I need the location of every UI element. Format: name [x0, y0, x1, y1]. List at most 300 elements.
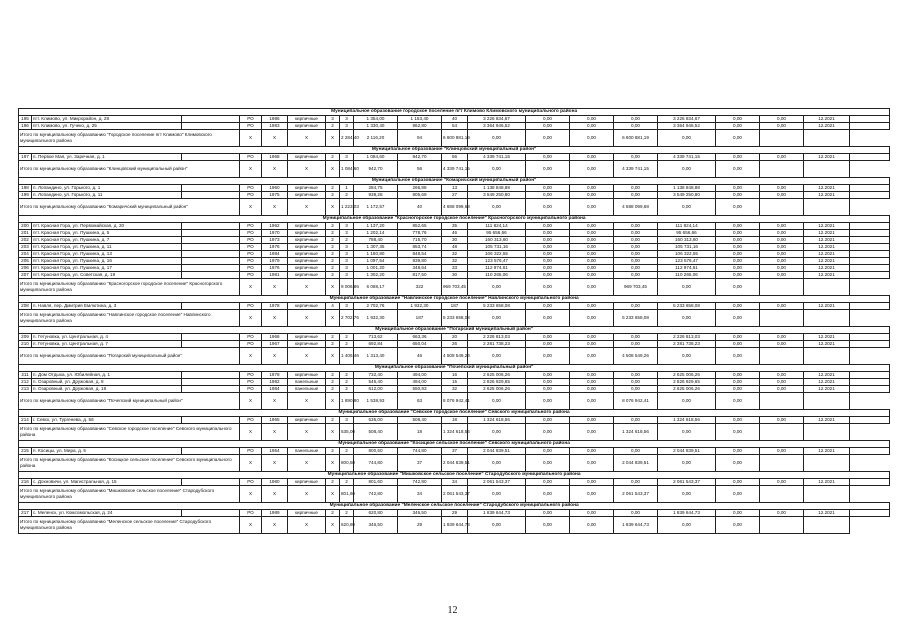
row-number: 204: [19, 251, 32, 258]
value-cell: 1 324 618,56: [658, 417, 716, 424]
completion-date: 12.2021: [804, 272, 850, 279]
blank-cell: [760, 130, 804, 147]
total-value: 620,80: [340, 517, 354, 534]
x-mark: Х: [240, 393, 262, 410]
blank-cell: [182, 341, 240, 348]
section-title: Муниципальное образование городское поселение пгт Климово Климовского муниципального района: [19, 109, 890, 116]
completion-date: 12.2021: [804, 479, 850, 486]
value-cell: 110 265,06: [658, 272, 716, 279]
value-cell: 1 324 618,56: [468, 417, 526, 424]
year-built: 1968: [262, 154, 288, 161]
x-mark: Х: [288, 393, 326, 410]
value-cell: 0,00: [526, 185, 570, 192]
total-value: 4 688 099,68: [614, 199, 658, 216]
value-cell: 1 084,60: [354, 154, 398, 161]
blank-cell: [760, 486, 804, 503]
value-cell: 0,00: [570, 237, 614, 244]
entrances: 2: [340, 448, 354, 455]
table-row: [19, 251, 890, 258]
total-value: 5 233 658,08: [442, 310, 468, 327]
value-cell: 1 302,20: [354, 272, 398, 279]
x-mark: Х: [288, 199, 326, 216]
program-code: РО: [240, 116, 262, 123]
blank-cell: [760, 455, 804, 472]
value-cell: 0,00: [526, 123, 570, 130]
section-title: Муниципальное образование "Косицкое сельское поселение" Севского муниципального района: [19, 441, 890, 448]
table-row: [19, 237, 890, 244]
blank-cell: [804, 393, 850, 410]
entrances: 3: [340, 123, 354, 130]
blank-cell: [182, 237, 240, 244]
total-value: 4 508 549,26: [442, 348, 468, 365]
entrances: 3: [340, 303, 354, 310]
total-value: 0,00: [658, 279, 716, 296]
total-value: 0,00: [716, 486, 760, 503]
value-cell: 0,00: [614, 372, 658, 379]
table-row: [19, 372, 890, 379]
blank-cell: [760, 199, 804, 216]
value-cell: 0,00: [526, 448, 570, 455]
value-cell: 0,00: [526, 334, 570, 341]
row-number: 214: [19, 417, 32, 424]
blank-cell: [850, 386, 890, 393]
value-cell: 2 625 006,26: [468, 372, 526, 379]
total-value: 0,00: [468, 161, 526, 178]
value-cell: 0,00: [760, 303, 804, 310]
program-code: РО: [240, 185, 262, 192]
value-cell: 0,00: [716, 123, 760, 130]
value-cell: 4 339 741,15: [658, 154, 716, 161]
table-row: [19, 258, 890, 265]
value-cell: 0,00: [716, 244, 760, 251]
value-cell: 905,69: [398, 192, 442, 199]
total-label: Итого по муниципальному образованию "Почепский муниципальный район": [19, 393, 240, 410]
wall-material: кирпичные: [288, 258, 326, 265]
row-number: 199: [19, 192, 32, 199]
program-code: РО: [240, 192, 262, 199]
total-label: Итого по муниципальному образованию "Красногорское городское поселение" Красногорского муниципального района: [19, 279, 240, 296]
value-cell: 106 322,55: [658, 251, 716, 258]
total-value: 94: [398, 130, 442, 147]
year-built: 1984: [262, 251, 288, 258]
floors: 2: [326, 185, 340, 192]
x-mark: Х: [240, 348, 262, 365]
x-mark: Х: [262, 455, 288, 472]
address: г. Севск, ул. Тургенева, д. 56: [32, 417, 182, 424]
blank-cell: [182, 223, 240, 230]
value-cell: 48: [442, 244, 468, 251]
value-cell: 0,00: [570, 223, 614, 230]
table-row: [19, 265, 890, 272]
value-cell: 778,76: [398, 230, 442, 237]
row-number: 195: [19, 116, 32, 123]
value-cell: 110 265,06: [468, 272, 526, 279]
entrances: 2: [340, 334, 354, 341]
value-cell: 0,00: [716, 265, 760, 272]
address: п. Навля, пер. Дмитрия Емлютина, д. 3: [32, 303, 182, 310]
value-cell: 0,00: [760, 223, 804, 230]
table-row: [19, 341, 890, 348]
total-value: 2 061 543,37: [614, 486, 658, 503]
x-mark: Х: [288, 348, 326, 365]
blank-cell: [760, 517, 804, 534]
total-label: Итого по муниципальному образованию "Севское городское поселение" Севского муниципального района: [19, 424, 240, 441]
total-value: 4 339 741,15: [614, 161, 658, 178]
value-cell: 160 313,60: [468, 237, 526, 244]
total-value: 0,00: [526, 393, 570, 410]
row-number: 212: [19, 379, 32, 386]
value-cell: 2 281 738,23: [468, 341, 526, 348]
x-mark: Х: [326, 161, 340, 178]
total-row: [19, 199, 890, 216]
value-cell: 0,00: [760, 379, 804, 386]
value-cell: 0,00: [760, 192, 804, 199]
blank-cell: [760, 279, 804, 296]
table-row: [19, 223, 890, 230]
value-cell: 0,00: [570, 510, 614, 517]
total-value: 801,60: [340, 486, 354, 503]
total-value: 0,00: [658, 393, 716, 410]
value-cell: 0,00: [614, 223, 658, 230]
total-value: 0,00: [468, 199, 526, 216]
total-value: 0,00: [570, 279, 614, 296]
section-header-row: [19, 441, 890, 448]
value-cell: 0,00: [526, 417, 570, 424]
section-header-row: [19, 109, 890, 116]
value-cell: 0,00: [614, 510, 658, 517]
year-built: 1967: [262, 341, 288, 348]
floors: 2: [326, 244, 340, 251]
completion-date: 12.2021: [804, 379, 850, 386]
blank-cell: [850, 192, 890, 199]
value-cell: 0,00: [614, 154, 658, 161]
blank-cell: [182, 448, 240, 455]
blank-cell: [804, 161, 850, 178]
total-value: 29: [398, 517, 442, 534]
value-cell: 852,65: [398, 223, 442, 230]
value-cell: 0,00: [760, 251, 804, 258]
total-value: 18: [398, 424, 442, 441]
entrances: 2: [340, 192, 354, 199]
blank-cell: [850, 230, 890, 237]
entrances: 3: [340, 258, 354, 265]
value-cell: 5 233 658,08: [658, 303, 716, 310]
x-mark: Х: [240, 517, 262, 534]
total-value: 0,00: [526, 279, 570, 296]
row-number: 196: [19, 123, 32, 130]
value-cell: 0,00: [614, 303, 658, 310]
completion-date: 12.2021: [804, 123, 850, 130]
value-cell: 853,74: [398, 244, 442, 251]
program-code: РО: [240, 379, 262, 386]
value-cell: 0,00: [570, 417, 614, 424]
value-cell: 123 576,47: [468, 258, 526, 265]
program-code: РО: [240, 154, 262, 161]
value-cell: 0,00: [570, 154, 614, 161]
value-cell: 742,80: [398, 479, 442, 486]
total-value: 1 084,60: [340, 161, 354, 178]
value-cell: 0,00: [716, 334, 760, 341]
completion-date: 12.2021: [804, 154, 850, 161]
total-row: [19, 310, 890, 327]
address: пгт. Красная Гора, ул. Пушкина, д. 11: [32, 244, 182, 251]
total-value: 0,00: [570, 310, 614, 327]
total-value: 2 702,76: [340, 310, 354, 327]
total-value: 0,00: [468, 424, 526, 441]
value-cell: 942,70: [398, 154, 442, 161]
x-mark: Х: [288, 310, 326, 327]
wall-material: кирпичные: [288, 265, 326, 272]
program-code: РО: [240, 244, 262, 251]
total-row: [19, 161, 890, 178]
value-cell: 0,00: [760, 230, 804, 237]
blank-cell: [182, 185, 240, 192]
value-cell: 266,88: [398, 185, 442, 192]
value-cell: 1 839 644,73: [468, 510, 526, 517]
value-cell: 56: [442, 154, 468, 161]
table-row: [19, 303, 890, 310]
value-cell: 0,00: [570, 372, 614, 379]
total-value: 2 044 839,51: [442, 455, 468, 472]
table-body: [19, 109, 890, 534]
total-value: 0,00: [570, 486, 614, 503]
value-cell: 15: [442, 379, 468, 386]
value-cell: 0,00: [570, 185, 614, 192]
value-cell: 30: [442, 272, 468, 279]
year-built: 1964: [262, 448, 288, 455]
value-cell: 817,50: [398, 272, 442, 279]
value-cell: 284,75: [354, 185, 398, 192]
entrances: 3: [340, 223, 354, 230]
value-cell: 0,00: [526, 223, 570, 230]
wall-material: кирпичные: [288, 334, 326, 341]
total-value: 1 313,40: [354, 348, 398, 365]
value-cell: 0,00: [614, 265, 658, 272]
blank-cell: [182, 154, 240, 161]
value-cell: 0,00: [570, 251, 614, 258]
x-mark: Х: [326, 310, 340, 327]
blank-cell: [850, 258, 890, 265]
floors: 2: [326, 237, 340, 244]
floors: 3: [326, 116, 340, 123]
value-cell: 0,00: [760, 479, 804, 486]
value-cell: 0,00: [570, 265, 614, 272]
total-value: 6 600 881,19: [614, 130, 658, 147]
address: с. Дохновичи, ул. Магистральная, д. 15: [32, 479, 182, 486]
value-cell: 939,80: [398, 258, 442, 265]
floors: 2: [326, 510, 340, 517]
address: пгт. Красная Гора, ул. Пушкина, д. 5: [32, 230, 182, 237]
value-cell: 187: [442, 303, 468, 310]
blank-cell: [850, 448, 890, 455]
value-cell: 34: [442, 479, 468, 486]
value-cell: 0,00: [716, 116, 760, 123]
row-number: 203: [19, 244, 32, 251]
blank-cell: [182, 386, 240, 393]
value-cell: 0,00: [716, 379, 760, 386]
value-cell: 0,00: [526, 386, 570, 393]
value-cell: 0,00: [526, 244, 570, 251]
year-built: 1979: [262, 258, 288, 265]
total-value: 2 044 839,51: [614, 455, 658, 472]
total-value: 322: [398, 279, 442, 296]
table-row: [19, 272, 890, 279]
program-code: РО: [240, 386, 262, 393]
x-mark: Х: [262, 393, 288, 410]
year-built: 1978: [262, 303, 288, 310]
blank-cell: [804, 130, 850, 147]
page-number: 12: [447, 605, 458, 616]
floors: 2: [326, 230, 340, 237]
program-code: РО: [240, 237, 262, 244]
row-number: 198: [19, 185, 32, 192]
value-cell: 1 330,40: [354, 123, 398, 130]
total-row: [19, 130, 890, 147]
value-cell: 0,00: [570, 334, 614, 341]
address: п. Гетуновка, ул. Центральная, д. 4: [32, 334, 182, 341]
x-mark: Х: [262, 486, 288, 503]
blank-cell: [850, 341, 890, 348]
section-header-row: [19, 472, 890, 479]
blank-cell: [850, 185, 890, 192]
row-number: 213: [19, 386, 32, 393]
value-cell: 1 138 848,88: [658, 185, 716, 192]
total-value: 0,00: [526, 424, 570, 441]
total-value: 0,00: [526, 348, 570, 365]
completion-date: 12.2021: [804, 265, 850, 272]
blank-cell: [182, 303, 240, 310]
floors: 2: [326, 258, 340, 265]
value-cell: 0,00: [614, 479, 658, 486]
total-value: 4 688 099,68: [442, 199, 468, 216]
section-title: Муниципальное образование "Меленское сельское поселение" Стародубского муниципального района: [19, 503, 890, 510]
address: пгт. Красная Гора, ул. Советская, д. 19: [32, 272, 182, 279]
blank-cell: [182, 272, 240, 279]
total-value: 56: [398, 161, 442, 178]
program-code: РО: [240, 230, 262, 237]
value-cell: 30: [442, 237, 468, 244]
total-label: Итого по муниципальному образованию "Городское поселение пгт Климово" Климовского муниципального района: [19, 130, 240, 147]
wall-material: кирпичные: [288, 192, 326, 199]
blank-cell: [760, 348, 804, 365]
x-mark: Х: [326, 486, 340, 503]
x-mark: Х: [288, 455, 326, 472]
value-cell: 348,64: [398, 265, 442, 272]
total-value: 5 233 658,08: [614, 310, 658, 327]
row-number: 210: [19, 341, 32, 348]
blank-cell: [850, 372, 890, 379]
total-value: 0,00: [658, 310, 716, 327]
floors: 2: [326, 334, 340, 341]
x-mark: Х: [240, 199, 262, 216]
blank-cell: [182, 251, 240, 258]
blank-cell: [850, 272, 890, 279]
program-code: РО: [240, 258, 262, 265]
year-built: 1986: [262, 116, 288, 123]
value-cell: 20: [442, 334, 468, 341]
value-cell: 0,00: [570, 230, 614, 237]
value-cell: 3 549 250,80: [468, 192, 526, 199]
wall-material: кирпичные: [288, 223, 326, 230]
section-title: Муниципальное образование "Погарский муниципальный район": [19, 327, 890, 334]
section-title: Муниципальное образование "Комаричский муниципальный район": [19, 178, 890, 185]
value-cell: 33: [442, 265, 468, 272]
total-value: 969 703,45: [442, 279, 468, 296]
value-cell: 0,00: [760, 244, 804, 251]
value-cell: 111 824,14: [468, 223, 526, 230]
total-value: 40: [398, 199, 442, 216]
entrances: 2: [340, 372, 354, 379]
total-row: [19, 279, 890, 296]
total-value: 1 932,30: [354, 310, 398, 327]
total-value: 1 406,46: [340, 348, 354, 365]
year-built: 1973: [262, 237, 288, 244]
entrances: 2: [340, 341, 354, 348]
total-value: 0,00: [658, 161, 716, 178]
value-cell: 0,00: [716, 272, 760, 279]
value-cell: 0,00: [526, 510, 570, 517]
blank-cell: [804, 279, 850, 296]
value-cell: 0,00: [716, 386, 760, 393]
total-value: 0,00: [526, 486, 570, 503]
total-value: 0,00: [526, 199, 570, 216]
value-cell: 0,00: [716, 230, 760, 237]
total-label: Итого по муниципальному образованию "Клинцовский муниципальный район": [19, 161, 240, 178]
total-value: 1 223,03: [340, 199, 354, 216]
blank-cell: [850, 223, 890, 230]
value-cell: 29: [442, 510, 468, 517]
row-number: 217: [19, 510, 32, 517]
total-value: 0,00: [658, 199, 716, 216]
wall-material: кирпичные: [288, 123, 326, 130]
address: п. Дом Отдыха, ул. Юбилейная, д. 1: [32, 372, 182, 379]
value-cell: 1 138 848,88: [468, 185, 526, 192]
floors: 4: [326, 303, 340, 310]
value-cell: 0,00: [716, 251, 760, 258]
section-header-row: [19, 410, 890, 417]
address: пгт. Климово, ул. Гучеко, д. 25: [32, 123, 182, 130]
value-cell: 848,54: [398, 251, 442, 258]
value-cell: 3 549 250,80: [658, 192, 716, 199]
value-cell: 0,00: [760, 272, 804, 279]
value-cell: 1 202,14: [354, 230, 398, 237]
year-built: 1976: [262, 244, 288, 251]
blank-cell: [760, 310, 804, 327]
total-value: 0,00: [570, 130, 614, 147]
total-value: 0,00: [468, 310, 526, 327]
total-value: 744,80: [354, 455, 398, 472]
x-mark: Х: [326, 424, 340, 441]
value-cell: 0,00: [614, 244, 658, 251]
program-code: РО: [240, 341, 262, 348]
value-cell: 620,80: [354, 510, 398, 517]
value-cell: 3 364 946,52: [468, 123, 526, 130]
x-mark: Х: [240, 424, 262, 441]
value-cell: 545,40: [354, 379, 398, 386]
value-cell: 938,28: [354, 192, 398, 199]
total-value: 969 703,45: [614, 279, 658, 296]
section-header-row: [19, 216, 890, 223]
section-title: Муниципальное образование "Почепский муниципальный район": [19, 365, 890, 372]
x-mark: Х: [326, 455, 340, 472]
value-cell: 0,00: [760, 510, 804, 517]
value-cell: 112 974,61: [468, 265, 526, 272]
value-cell: 788,40: [354, 237, 398, 244]
entrances: 3: [340, 272, 354, 279]
value-cell: 2 061 543,37: [468, 479, 526, 486]
value-cell: 0,00: [570, 379, 614, 386]
address: с. Меленск, ул. Комсомольская, д. 24: [32, 510, 182, 517]
